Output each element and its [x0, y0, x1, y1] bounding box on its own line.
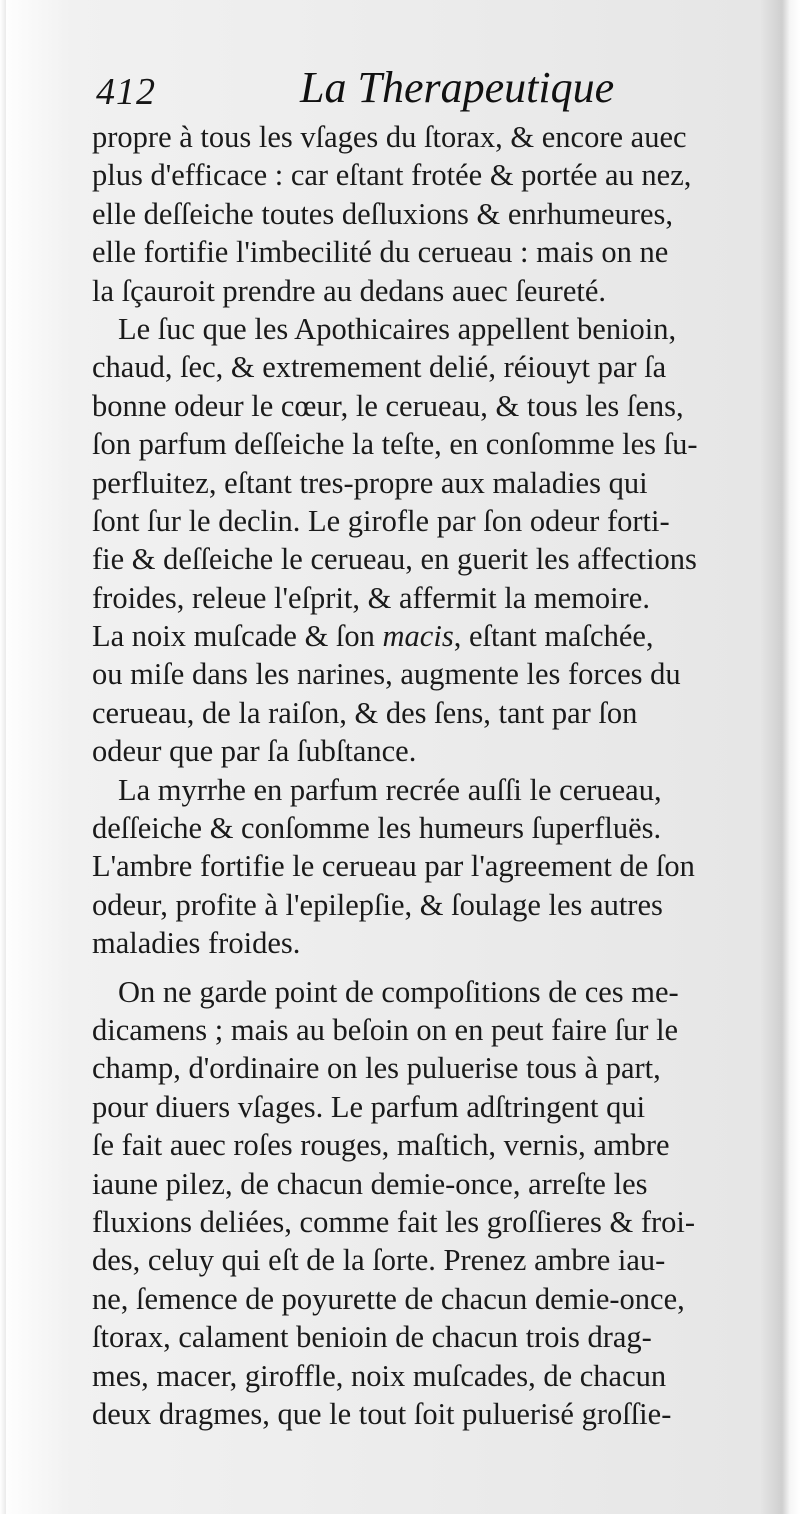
text-line: ſe fait auec roſes rouges, maſtich, vernis, ambre [92, 1128, 670, 1163]
italic-term: macis [382, 619, 454, 654]
text-line: iaune pilez, de chacun demie-once, arreſte les [92, 1166, 648, 1201]
text-line: propre à tous les vſages du ſtorax, & encore auec [92, 120, 687, 154]
running-title: La Therapeutique [300, 63, 615, 112]
text-line: la ſçauroit prendre au dedans auec ſeureté. [92, 273, 606, 308]
paragraph-start-line: La myrrhe en parfum recrée auſſi le cerueau, [118, 772, 662, 807]
text-line: cerueau, de la raiſon, & des ſens, tant par ſon [92, 695, 638, 730]
text-line: des, celuy qui eſt de la ſorte. Prenez ambre iau- [92, 1243, 666, 1278]
text-line: ne, ſemence de poyurette de chacun demie-once, [92, 1281, 685, 1316]
text-line: elle deſſeiche toutes deſluxions & enrhumeures, [92, 196, 674, 231]
text-line: ſont ſur le declin. Le girofle par ſon odeur forti- [92, 503, 670, 538]
text-line: froides, releue l'eſprit, & affermit la memoire. [92, 580, 650, 615]
text-line: elle fortifie l'imbecilité du cerueau : mais on ne [92, 235, 669, 270]
text-line: odeur, profite à l'epilepſie, & ſoulage les autres [92, 887, 663, 922]
text-line: chaud, ſec, & extremement delié, réiouyt par ſa [92, 350, 667, 385]
line-segment: La noix muſcade & ſon [92, 619, 383, 654]
text-line: ſon parfum deſſeiche la teſte, en conſomme les ſu- [92, 427, 698, 462]
paragraph-start-line: Le ſuc que les Apothicaires appellent benioin, [118, 311, 677, 346]
text-line: perfluitez, eſtant tres-propre aux maladies qui [92, 465, 648, 500]
text-line: mes, macer, giroffle, noix muſcades, de chacun [92, 1358, 667, 1393]
text-line: fluxions deliées, comme fait les groſſieres & froi- [92, 1204, 696, 1239]
line-segment: , eſtant maſchée, [453, 619, 654, 654]
text-line: deſſeiche & conſomme les humeurs ſuperfluës. [92, 811, 662, 846]
text-line: champ, d'ordinaire on les puluerise tous à part, [92, 1051, 661, 1086]
text-line: odeur que par ſa ſubſtance. [92, 734, 417, 769]
text-line: pour diuers vſages. Le parfum adſtringent qui [92, 1089, 646, 1124]
text-line: maladies froides. [92, 926, 301, 961]
text-line: deux dragmes, que le tout ſoit puluerisé groſſie- [92, 1396, 672, 1431]
text-line: ſtorax, calament benioin de chacun trois drag- [92, 1320, 652, 1355]
body-text [92, 118, 772, 1433]
text-line: L'ambre fortifie le cerueau par l'agreement de ſon [92, 849, 695, 884]
text-line-with-italic [92, 617, 772, 655]
text-line: dicamens ; mais au beſoin on en peut faire ſur le [92, 1012, 679, 1047]
text-line: plus d'efficace : car eſtant frotée & portée au nez, [92, 158, 692, 193]
text-line: bonne odeur le cœur, le cerueau, & tous les ſens, [92, 388, 684, 423]
text-line: ou miſe dans les narines, augmente les forces du [92, 657, 681, 692]
running-head [96, 62, 746, 118]
paragraph-start-line: On ne garde point de compoſitions de ces me- [118, 974, 679, 1009]
page-number: 412 [96, 71, 156, 113]
text-line: fie & deſſeiche le cerueau, en guerit les affections [92, 542, 697, 577]
